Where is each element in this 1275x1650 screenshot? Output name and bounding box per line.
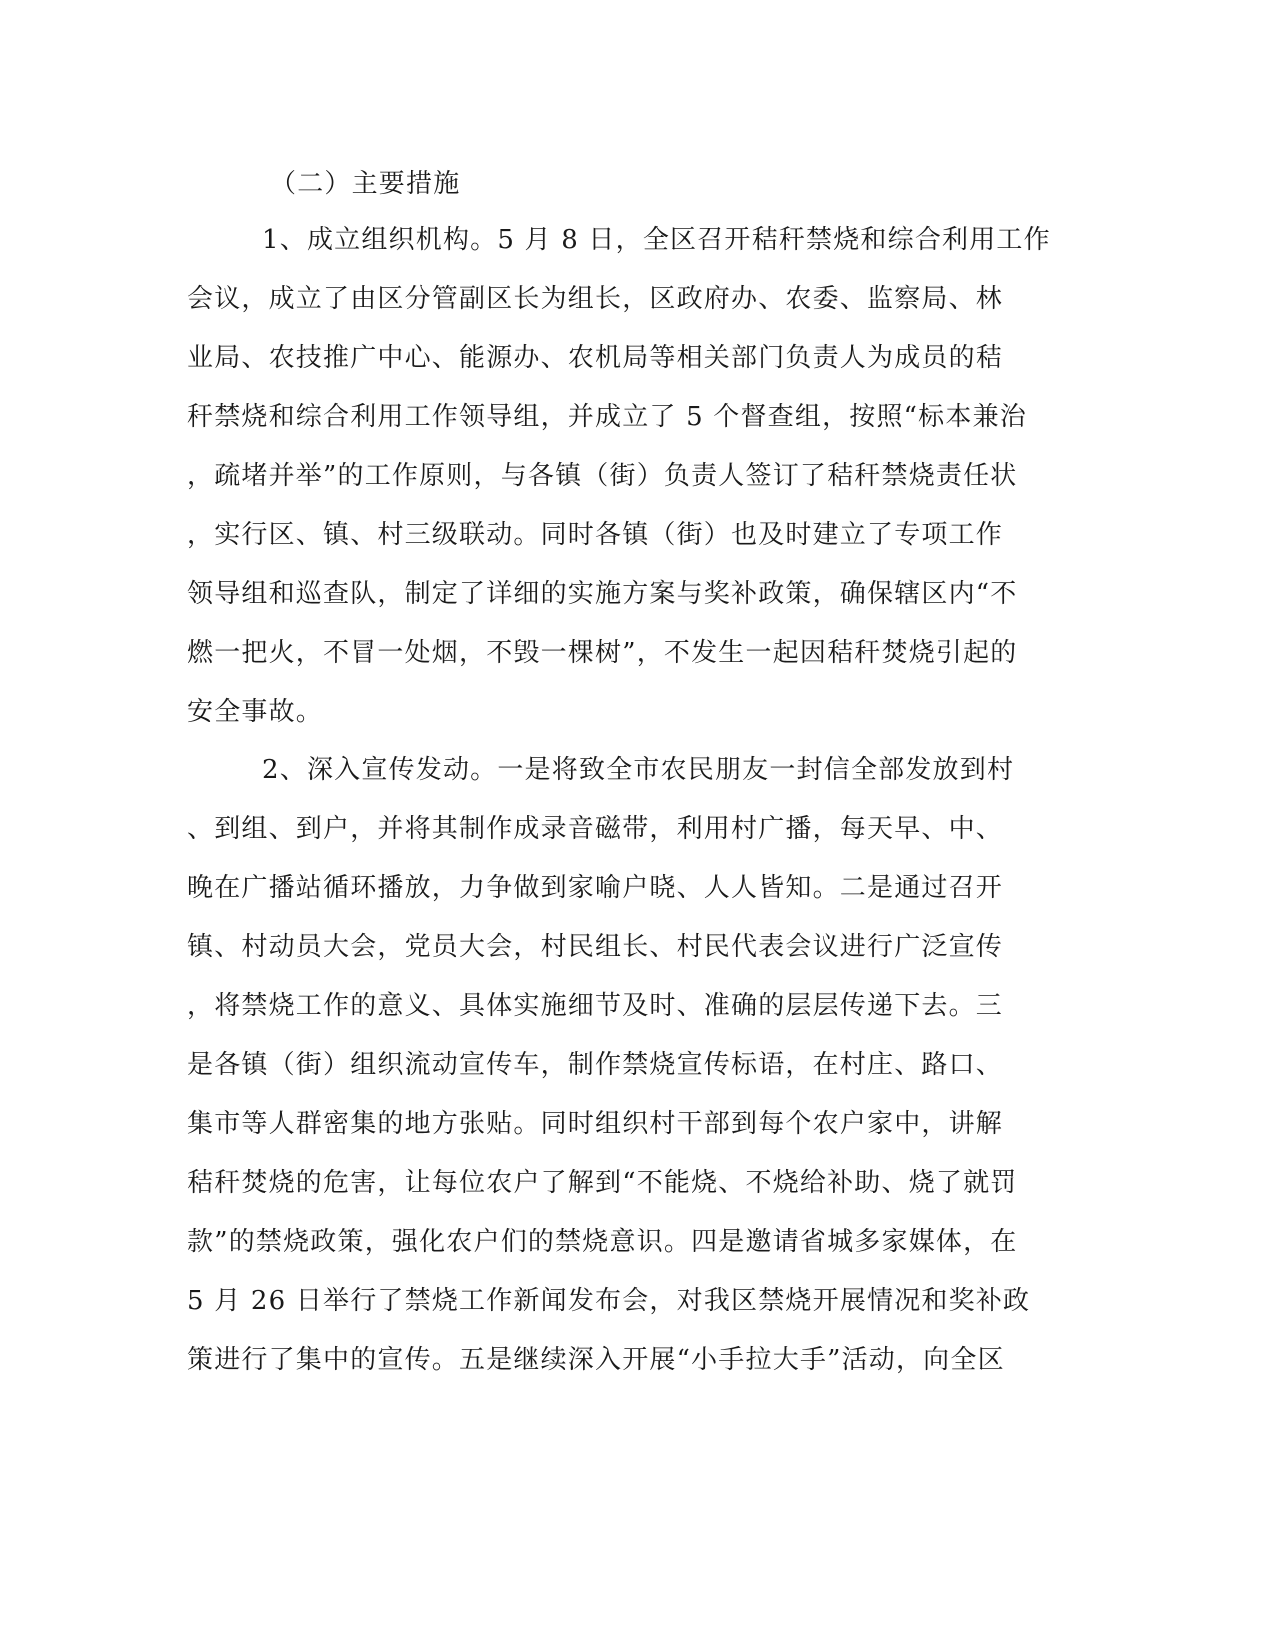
paragraph-line: 镇、村动员大会，党员大会，村民组长、村民代表会议进行广泛宣传 <box>187 932 1004 962</box>
paragraph-line: ，实行区、镇、村三级联动。同时各镇（街）也及时建立了专项工作 <box>187 520 1004 550</box>
section-heading: （二）主要措施 <box>270 169 461 199</box>
paragraph-line: 款”的禁烧政策，强化农户们的禁烧意识。四是邀请省城多家媒体，在 <box>187 1227 1018 1257</box>
paragraph-line: 安全事故。 <box>187 697 324 727</box>
paragraph-line: 2、深入宣传发动。一是将致全市农民朋友一封信全部发放到村 <box>262 755 1015 785</box>
paragraph-line: 晚在广播站循环播放，力争做到家喻户晓、人人皆知。二是通过召开 <box>187 873 1004 903</box>
paragraph-line: 秸秆焚烧的危害，让每位农户了解到“不能烧、不烧给补助、烧了就罚 <box>187 1168 1018 1198</box>
paragraph-line: ，将禁烧工作的意义、具体实施细节及时、准确的层层传递下去。三 <box>187 991 1004 1021</box>
paragraph-line: 1、成立组织机构。5 月 8 日，全区召开秸秆禁烧和综合利用工作 <box>262 225 1051 255</box>
paragraph-line: 业局、农技推广中心、能源办、农机局等相关部门负责人为成员的秸 <box>187 343 1004 373</box>
paragraph-line: 策进行了集中的宣传。五是继续深入开展“小手拉大手”活动，向全区 <box>187 1345 1005 1375</box>
paragraph-line: 秆禁烧和综合利用工作领导组，并成立了 5 个督查组，按照“标本兼治 <box>187 402 1027 432</box>
paragraph-line: 集市等人群密集的地方张贴。同时组织村干部到每个农户家中，讲解 <box>187 1109 1004 1139</box>
paragraph-line: 5 月 26 日举行了禁烧工作新闻发布会，对我区禁烧开展情况和奖补政 <box>187 1286 1031 1316</box>
paragraph-line: 会议，成立了由区分管副区长为组长，区政府办、农委、监察局、林 <box>187 284 1004 314</box>
paragraph-line: ，疏堵并举”的工作原则，与各镇（街）负责人签订了秸秆禁烧责任状 <box>187 461 1018 491</box>
paragraph-line: 、到组、到户，并将其制作成录音磁带，利用村广播，每天早、中、 <box>187 814 1004 844</box>
paragraph-line: 是各镇（街）组织流动宣传车，制作禁烧宣传标语，在村庄、路口、 <box>187 1050 1004 1080</box>
paragraph-line: 燃一把火，不冒一处烟，不毁一棵树”，不发生一起因秸秆焚烧引起的 <box>187 638 1018 668</box>
paragraph-line: 领导组和巡查队，制定了详细的实施方案与奖补政策，确保辖区内“不 <box>187 579 1018 609</box>
